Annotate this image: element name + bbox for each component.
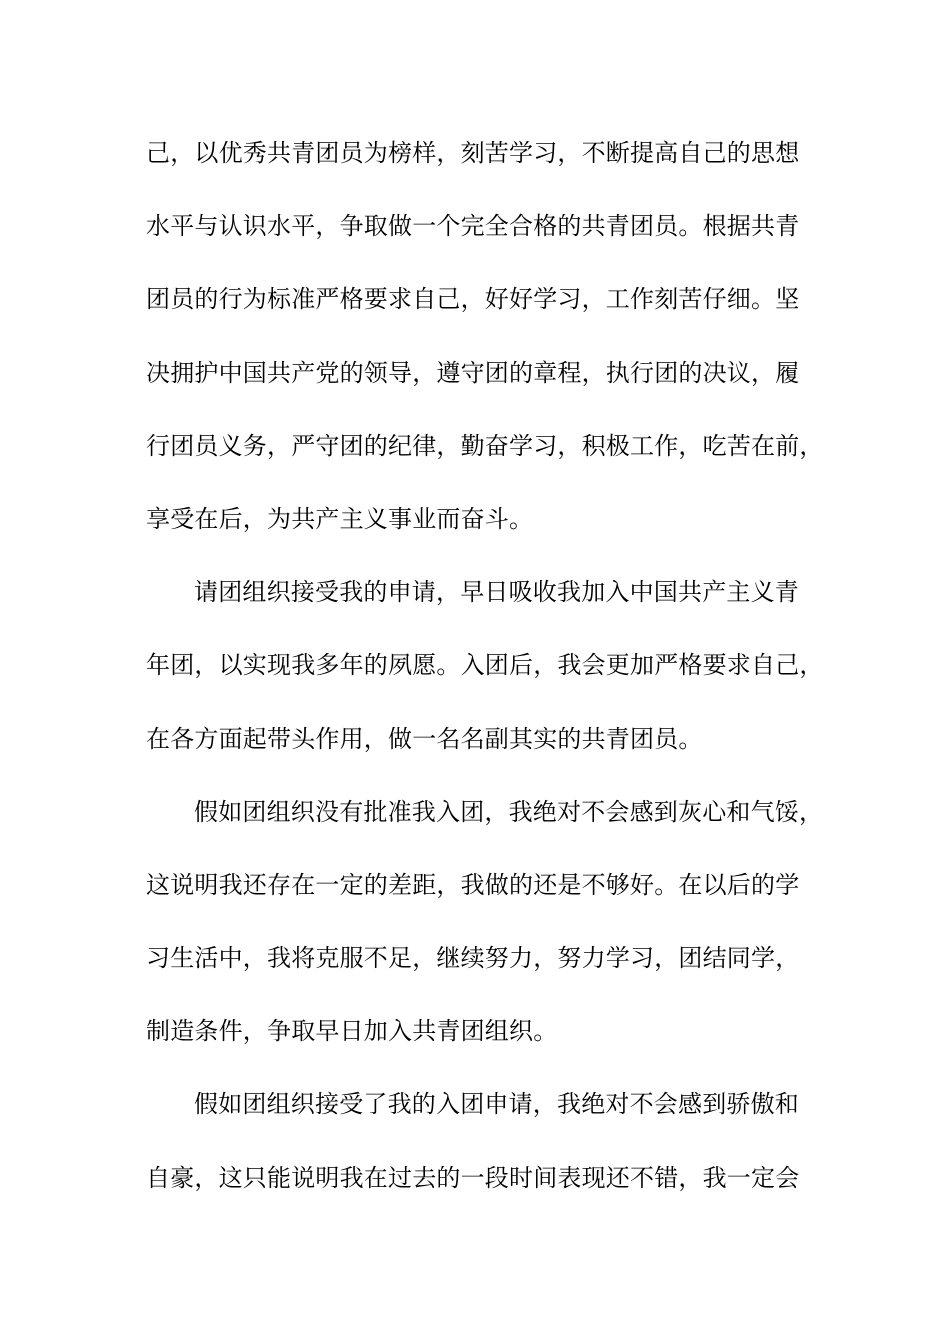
text-line: 制造条件，争取早日加入共青团组织。 xyxy=(146,1017,558,1046)
text-line: 习生活中，我将克服不足，继续努力，努力学习，团结同学， xyxy=(146,944,800,973)
text-line: 在各方面起带头作用，做一名名副其实的共青团员。 xyxy=(146,724,703,753)
text-line: 决拥护中国共产党的领导，遵守团的章程，执行团的决议，履 xyxy=(146,358,800,387)
text-line: 年团，以实现我多年的夙愿。入团后，我会更加严格要求自己， xyxy=(146,651,824,680)
document-body xyxy=(146,130,824,1228)
paragraph-first-line: 假如团组织接受了我的入团申请，我绝对不会感到骄傲和 xyxy=(194,1090,799,1119)
text-line: 自豪，这只能说明我在过去的一段时间表现还不错，我一定会 xyxy=(146,1163,800,1192)
paragraph-first-line: 假如团组织没有批准我入团，我绝对不会感到灰心和气馁， xyxy=(194,797,824,826)
text-line: 享受在后，为共产主义事业而奋斗。 xyxy=(146,504,534,533)
paragraph-first-line: 请团组织接受我的申请，早日吸收我加入中国共产主义青 xyxy=(194,578,799,607)
text-line: 水平与认识水平，争取做一个完全合格的共青团员。根据共青 xyxy=(146,212,800,241)
text-line: 团员的行为标准严格要求自己，好好学习，工作刻苦仔细。坚 xyxy=(146,285,800,314)
text-line: 己，以优秀共青团员为榜样，刻苦学习，不断提高自己的思想 xyxy=(146,139,800,167)
text-line: 行团员义务，严守团的纪律，勤奋学习，积极工作，吃苦在前， xyxy=(146,431,824,460)
text-line: 这说明我还存在一定的差距，我做的还是不够好。在以后的学 xyxy=(146,870,800,899)
